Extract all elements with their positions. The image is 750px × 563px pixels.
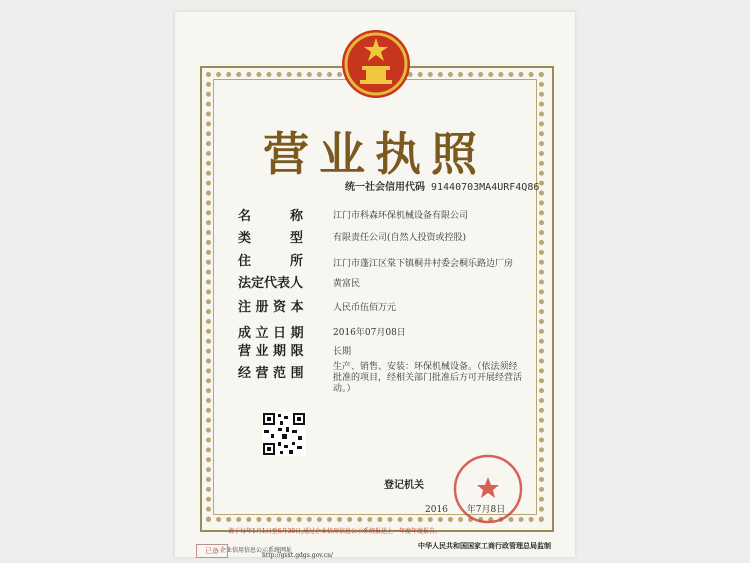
field-value: 黄富民: [333, 279, 361, 289]
field-value: 江门市科森环保机械设备有限公司: [333, 211, 469, 221]
issue-day-label: 日: [496, 505, 506, 515]
field-value: 生产、销售、安装：环保机械设备。（依法须经批准的项目，经相关部门批准后方可开展经营活动。）: [333, 362, 523, 394]
field-row-established: [238, 322, 330, 341]
annual-report-notice: 请于每年1月1日至6月30日,通过企业信用信息公示系统报送上一年度年度报告。: [228, 528, 441, 535]
field-value: 人民币伍佰万元: [333, 303, 397, 313]
footer-url: http://gsxt.gdgs.gov.cn/: [262, 552, 334, 559]
field-label: 类 型: [238, 231, 304, 246]
issue-day: 8: [490, 505, 497, 515]
qr-code-icon: [262, 412, 306, 456]
registration-authority-label: 登记机关: [384, 480, 424, 491]
field-row-term: [238, 340, 330, 359]
issue-year-label: 年: [466, 505, 476, 515]
field-value: 长期: [333, 347, 352, 357]
issue-month-label: 月: [481, 505, 491, 515]
field-label: 注 册 资 本: [238, 300, 304, 315]
credit-code-line: [345, 178, 539, 193]
issue-month: 7: [475, 505, 482, 515]
field-value: 江门市蓬江区棠下镇桐井村委会桐乐路边厂房: [333, 259, 514, 269]
issue-year: 2016: [425, 505, 448, 515]
credit-code-value: 91440703MA4URF4Q86: [431, 182, 540, 193]
field-label: 成 立 日 期: [238, 326, 304, 341]
issue-date: [425, 502, 505, 515]
national-emblem-icon: [340, 28, 412, 100]
field-value: 2016年07月08日: [333, 328, 406, 338]
footer-issuer: 中华人民共和国国家工商行政管理总局监制: [418, 541, 551, 550]
archive-stamp: 已备: [196, 544, 228, 558]
field-row-name: [238, 205, 330, 224]
field-row-scope: [238, 362, 330, 381]
field-value: 有限责任公司(自然人投资或控股): [333, 233, 467, 243]
field-label: 营 业 期 限: [238, 344, 304, 359]
field-row-type: [238, 227, 330, 246]
footer-system-label: 企业信用信息公示系统网址: [220, 547, 293, 554]
field-label: 经 营 范 围: [238, 366, 304, 381]
credit-code-label: 统一社会信用代码: [345, 182, 425, 193]
license-title: 营业执照: [263, 127, 487, 181]
field-row-legal-rep: [238, 272, 330, 291]
field-row-address: [238, 250, 330, 269]
field-label: 住 所: [238, 254, 304, 269]
field-label: 法定代表人: [238, 276, 304, 291]
field-row-capital: [238, 296, 330, 315]
field-label: 名 称: [238, 209, 304, 224]
